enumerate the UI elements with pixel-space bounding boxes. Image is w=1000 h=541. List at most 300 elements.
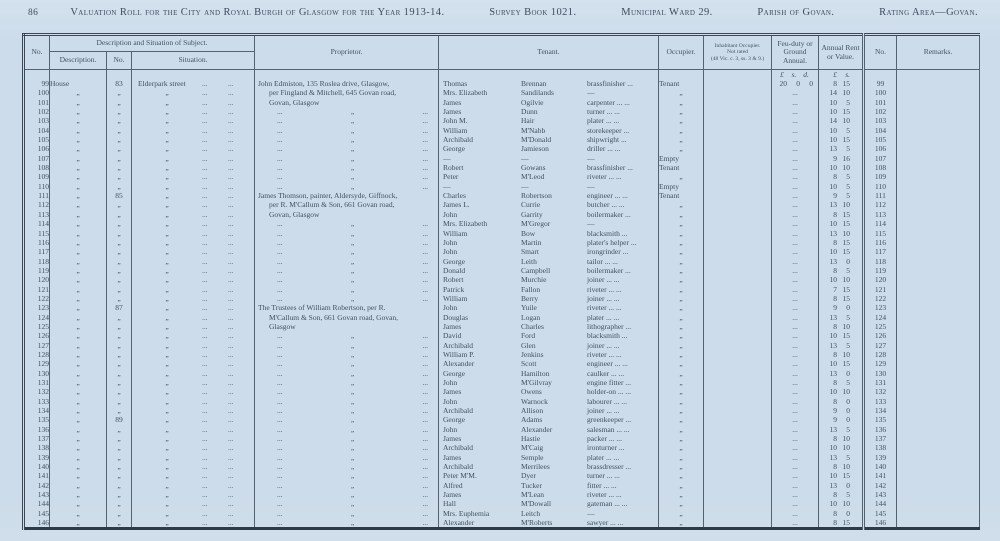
table-row (24, 247, 980, 256)
rent-shillings: 15 (842, 293, 850, 303)
rent-shillings: 0 (846, 396, 850, 406)
cell-subject-no: „ (107, 238, 132, 247)
cell-remarks (897, 210, 980, 219)
leader-dots: ... (202, 275, 208, 285)
cell-annual-rent (819, 313, 864, 322)
proprietor-ditto: „ (350, 228, 355, 238)
proprietor-ditto: „ (350, 256, 355, 266)
situation-text: „ (165, 480, 169, 490)
tenant-first-name: James (443, 321, 462, 331)
feu-units-cell (772, 70, 819, 80)
cell-feu-duty: ... (772, 481, 819, 490)
rent-pounds: 13 (829, 228, 837, 238)
municipal-ward-label: Municipal Ward 29. (621, 7, 713, 18)
tenant-first-name: Archibald (443, 443, 473, 453)
situation-text: „ (165, 359, 169, 369)
proprietor-ditto: ... (277, 378, 283, 387)
cell-remarks (897, 490, 980, 499)
rent-shillings: 10 (842, 163, 850, 173)
cell-subject-no: „ (107, 341, 132, 350)
proprietor-ditto: „ (350, 480, 355, 490)
cell-situation (132, 163, 255, 172)
cell-description: „ (50, 369, 107, 378)
cell-entry-no-right: 131 (864, 378, 897, 387)
cell-entry-no: 101 (24, 98, 50, 107)
leader-dots: ... (228, 406, 234, 416)
tenant-first-name: — (443, 181, 451, 191)
survey-book-label: Survey Book 1021. (489, 7, 577, 18)
cell-situation (132, 144, 255, 153)
proprietor-ditto: ... (277, 172, 283, 182)
cell-situation (132, 247, 255, 256)
cell-subject-no: „ (107, 126, 132, 135)
cell-feu-duty: ... (772, 471, 819, 480)
rent-shillings: 15 (842, 518, 850, 528)
cell-situation (132, 490, 255, 499)
leader-dots: ... (228, 359, 234, 369)
cell-description: „ (50, 135, 107, 144)
situation-text: „ (165, 237, 169, 247)
cell-description: „ (50, 229, 107, 238)
rent-pounds: 8 (833, 434, 837, 444)
cell-remarks (897, 481, 980, 490)
cell-entry-no: 102 (24, 107, 50, 116)
leader-dots: ... (228, 424, 234, 434)
cell-entry-no: 133 (24, 397, 50, 406)
tenant-occupation: engineer ... ... (587, 359, 628, 369)
cell-inhabitant-occupier (704, 387, 772, 396)
cell-feu-duty: ... (772, 415, 819, 424)
tenant-occupation: labourer ... ... (587, 396, 627, 406)
tenant-first-name: Peter (443, 172, 459, 182)
cell-entry-no-right: 137 (864, 434, 897, 443)
cell-entry-no-right: 111 (864, 191, 897, 200)
rent-pounds: 13 (829, 256, 837, 266)
situation-text: „ (165, 293, 169, 303)
tenant-occupation: turner ... ... (587, 471, 620, 481)
cell-situation (132, 518, 255, 529)
proprietor-ditto: ... (422, 163, 428, 173)
cell-situation (132, 425, 255, 434)
cell-proprietor (255, 107, 439, 116)
tenant-surname: M'Gregor (521, 219, 551, 229)
cell-tenant (439, 378, 659, 387)
cell-proprietor (255, 425, 439, 434)
tenant-surname: Jenkins (521, 349, 544, 359)
cell-entry-no-right: 133 (864, 397, 897, 406)
inhabitant-line1: Inhabitant Occupier. (714, 43, 761, 50)
leader-dots: ... (228, 228, 234, 238)
tenant-surname: Leith (521, 256, 537, 266)
cell-occupier: „ (659, 350, 704, 359)
situation-text: „ (165, 340, 169, 350)
inhabitant-line3: (48 Vic. c. 3, ss. 3 & 9.) (710, 55, 765, 62)
proprietor-ditto: „ (350, 135, 355, 145)
cell-remarks (897, 378, 980, 387)
cell-remarks (897, 434, 980, 443)
cell-entry-no-right: 122 (864, 294, 897, 303)
rent-shillings: 10 (842, 116, 850, 126)
cell-entry-no: 111 (24, 191, 50, 200)
proprietor-ditto: „ (350, 359, 355, 369)
cell-entry-no-right: 108 (864, 163, 897, 172)
leader-dots: ... (202, 163, 208, 173)
tenant-surname: Owens (521, 387, 542, 397)
cell-description: „ (50, 518, 107, 529)
cell-subject-no: „ (107, 172, 132, 181)
rent-pounds: 8 (833, 209, 837, 219)
rent-pounds: 8 (833, 462, 837, 472)
situation-text: „ (165, 88, 169, 98)
cell-occupier: „ (659, 462, 704, 471)
cell-feu-duty: ... (772, 172, 819, 181)
cell-proprietor (255, 135, 439, 144)
tenant-surname: Scott (521, 359, 537, 369)
table-row (24, 434, 980, 443)
rent-shillings: 5 (846, 191, 850, 201)
leader-dots: ... (202, 97, 208, 107)
cell-situation (132, 453, 255, 462)
cell-feu-duty: ... (772, 359, 819, 368)
rent-pounds: 8 (833, 172, 837, 182)
proprietor-ditto: ... (422, 452, 428, 462)
cell-inhabitant-occupier (704, 378, 772, 387)
cell-annual-rent (819, 434, 864, 443)
proprietor-ditto: „ (350, 340, 355, 350)
cell-entry-no-right: 99 (864, 79, 897, 88)
rent-shillings: 10 (842, 462, 850, 472)
cell-situation (132, 397, 255, 406)
table-row (24, 406, 980, 415)
cell-feu-duty: ... (772, 257, 819, 266)
cell-annual-rent (819, 387, 864, 396)
proprietor-ditto: ... (422, 378, 428, 387)
proprietor-ditto: ... (277, 349, 283, 359)
cell-entry-no: 120 (24, 275, 50, 284)
cell-tenant (439, 350, 659, 359)
tenant-occupation: fitter ... ... (587, 480, 617, 490)
tenant-surname: Currie (521, 200, 541, 210)
cell-tenant (439, 294, 659, 303)
cell-feu-duty: ... (772, 341, 819, 350)
cell-description: „ (50, 331, 107, 340)
situation-text: „ (165, 424, 169, 434)
proprietor-ditto: ... (422, 396, 428, 406)
cell-tenant (439, 191, 659, 200)
cell-proprietor (255, 266, 439, 275)
cell-inhabitant-occupier (704, 163, 772, 172)
header-description-group: Description and Situation of Subject. (50, 35, 255, 52)
table-body (24, 70, 980, 529)
cell-feu-duty: ... (772, 247, 819, 256)
situation-text: „ (165, 321, 169, 331)
cell-remarks (897, 415, 980, 424)
cell-situation (132, 200, 255, 209)
cell-tenant (439, 434, 659, 443)
cell-subject-no: „ (107, 462, 132, 471)
proprietor-ditto: ... (422, 135, 428, 145)
cell-feu-duty: ... (772, 116, 819, 125)
cell-description: „ (50, 116, 107, 125)
cell-occupier: „ (659, 219, 704, 228)
cell-entry-no: 115 (24, 229, 50, 238)
cell-remarks (897, 238, 980, 247)
proprietor-ditto: ... (277, 359, 283, 369)
cell-subject-no: „ (107, 518, 132, 529)
tenant-occupation: engine fitter ... (587, 378, 631, 387)
rent-pounds: 10 (829, 471, 837, 481)
cell-remarks (897, 499, 980, 508)
cell-subject-no: „ (107, 98, 132, 107)
leader-dots: ... (228, 125, 234, 135)
table-row (24, 303, 980, 312)
proprietor-ditto: ... (277, 368, 283, 378)
table-row (24, 397, 980, 406)
page-number: 86 (28, 8, 39, 18)
cell-situation (132, 350, 255, 359)
tenant-occupation: sawyer ... ... (587, 518, 624, 528)
cell-description: „ (50, 275, 107, 284)
cell-annual-rent (819, 518, 864, 529)
proprietor-ditto: „ (350, 424, 355, 434)
cell-feu-duty: ... (772, 154, 819, 163)
rent-shillings: 10 (842, 321, 850, 331)
cell-inhabitant-occupier (704, 303, 772, 312)
cell-entry-no: 124 (24, 313, 50, 322)
cell-proprietor (255, 397, 439, 406)
cell-entry-no-right: 106 (864, 144, 897, 153)
cell-remarks (897, 359, 980, 368)
cell-entry-no-right: 105 (864, 135, 897, 144)
units-row (24, 70, 980, 80)
tenant-occupation: engineer ... ... (587, 191, 628, 201)
tenant-surname: Jamieson (521, 144, 549, 154)
rent-pounds: 8 (833, 265, 837, 275)
tenant-occupation: caulker ... ... (587, 368, 625, 378)
cell-proprietor (255, 443, 439, 452)
parish-label: Parish of Govan. (757, 7, 835, 18)
cell-remarks (897, 200, 980, 209)
proprietor-ditto: ... (277, 490, 283, 500)
cell-annual-rent (819, 378, 864, 387)
rent-pounds: 7 (833, 284, 837, 294)
cell-occupier: „ (659, 210, 704, 219)
tenant-first-name: Patrick (443, 284, 465, 294)
tenant-occupation: irongrinder ... (587, 247, 629, 257)
cell-description: „ (50, 210, 107, 219)
cell-remarks (897, 406, 980, 415)
rent-shillings: 10 (842, 499, 850, 509)
tenant-occupation: ironturner ... (587, 443, 625, 453)
table-row (24, 331, 980, 340)
cell-entry-no-right: 138 (864, 443, 897, 452)
cell-entry-no: 125 (24, 322, 50, 331)
rent-pounds: 10 (829, 163, 837, 173)
cell-entry-no-right: 104 (864, 126, 897, 135)
cell-inhabitant-occupier (704, 350, 772, 359)
cell-proprietor (255, 172, 439, 181)
cell-proprietor (255, 499, 439, 508)
proprietor-ditto: ... (422, 424, 428, 434)
cell-proprietor (255, 98, 439, 107)
proprietor-text: The Trustees of William Robertson, per R. (258, 303, 386, 313)
proprietor-ditto: ... (277, 153, 283, 163)
leader-dots: ... (228, 303, 234, 313)
rent-pounds: 10 (829, 135, 837, 145)
tenant-first-name: George (443, 144, 465, 154)
tenant-first-name: George (443, 415, 465, 425)
cell-tenant (439, 98, 659, 107)
cell-remarks (897, 247, 980, 256)
proprietor-ditto: ... (277, 499, 283, 509)
table-row (24, 425, 980, 434)
cell-annual-rent (819, 266, 864, 275)
cell-inhabitant-occupier (704, 294, 772, 303)
cell-proprietor (255, 378, 439, 387)
cell-subject-no: „ (107, 425, 132, 434)
cell-occupier: „ (659, 116, 704, 125)
proprietor-ditto: „ (350, 125, 355, 135)
leader-dots: ... (202, 265, 208, 275)
cell-tenant (439, 266, 659, 275)
cell-entry-no: 126 (24, 331, 50, 340)
cell-subject-no: „ (107, 443, 132, 452)
cell-tenant (439, 443, 659, 452)
cell-entry-no: 116 (24, 238, 50, 247)
cell-proprietor (255, 303, 439, 312)
cell-feu-duty: ... (772, 490, 819, 499)
leader-dots: ... (228, 172, 234, 182)
cell-inhabitant-occupier (704, 275, 772, 284)
leader-dots: ... (228, 508, 234, 518)
proprietor-ditto: ... (422, 499, 428, 509)
header-sub-no: No. (107, 52, 132, 70)
cell-subject-no: „ (107, 313, 132, 322)
leader-dots: ... (202, 256, 208, 266)
tenant-surname: Garrity (521, 209, 543, 219)
cell-subject-no: „ (107, 266, 132, 275)
cell-feu-duty: ... (772, 518, 819, 529)
table-row (24, 144, 980, 153)
cell-tenant (439, 229, 659, 238)
leader-dots: ... (202, 443, 208, 453)
cell-entry-no: 136 (24, 425, 50, 434)
cell-inhabitant-occupier (704, 285, 772, 294)
cell-proprietor (255, 182, 439, 191)
cell-entry-no-right: 140 (864, 462, 897, 471)
rent-shillings: 5 (846, 452, 850, 462)
rent-pounds: 9 (833, 153, 837, 163)
situation-text: „ (165, 490, 169, 500)
table-row (24, 341, 980, 350)
proprietor-ditto: „ (350, 284, 355, 294)
proprietor-ditto: ... (422, 144, 428, 154)
rent-shillings: 0 (846, 256, 850, 266)
cell-description: „ (50, 387, 107, 396)
cell-occupier: „ (659, 294, 704, 303)
proprietor-ditto: ... (277, 265, 283, 275)
proprietor-ditto: ... (422, 349, 428, 359)
cell-situation (132, 313, 255, 322)
cell-entry-no-right: 141 (864, 471, 897, 480)
header-description: Description. (50, 52, 107, 70)
cell-entry-no: 117 (24, 247, 50, 256)
cell-remarks (897, 116, 980, 125)
cell-occupier: „ (659, 126, 704, 135)
rent-pounds: 8 (833, 321, 837, 331)
cell-tenant (439, 116, 659, 125)
leader-dots: ... (202, 508, 208, 518)
cell-inhabitant-occupier (704, 415, 772, 424)
rent-pounds: 13 (829, 340, 837, 350)
cell-tenant (439, 425, 659, 434)
tenant-first-name: George (443, 368, 465, 378)
tenant-surname: Leitch (521, 508, 541, 518)
cell-proprietor (255, 406, 439, 415)
tenant-occupation: blacksmith ... (587, 331, 628, 341)
leader-dots: ... (202, 359, 208, 369)
cell-entry-no: 108 (24, 163, 50, 172)
proprietor-ditto: ... (277, 518, 283, 528)
rent-shillings: 10 (842, 443, 850, 453)
cell-annual-rent (819, 154, 864, 163)
cell-description: „ (50, 219, 107, 228)
cell-subject-no: „ (107, 88, 132, 97)
cell-entry-no-right: 115 (864, 229, 897, 238)
cell-inhabitant-occupier (704, 453, 772, 462)
cell-inhabitant-occupier (704, 79, 772, 88)
leader-dots: ... (228, 181, 234, 191)
tenant-occupation: butcher ... ... (587, 200, 625, 210)
cell-situation (132, 88, 255, 97)
cell-annual-rent (819, 98, 864, 107)
tenant-occupation: riveter ... ... (587, 303, 622, 313)
cell-tenant (439, 285, 659, 294)
cell-annual-rent (819, 210, 864, 219)
tenant-first-name: Archibald (443, 135, 473, 145)
cell-proprietor (255, 434, 439, 443)
cell-feu-duty: ... (772, 219, 819, 228)
cell-description: „ (50, 294, 107, 303)
proprietor-ditto: ... (422, 480, 428, 490)
cell-feu-duty: ... (772, 163, 819, 172)
cell-remarks (897, 182, 980, 191)
cell-situation (132, 98, 255, 107)
table-header (24, 35, 980, 70)
cell-occupier: „ (659, 266, 704, 275)
leader-dots: ... (228, 452, 234, 462)
cell-proprietor (255, 341, 439, 350)
tenant-first-name: John (443, 209, 458, 219)
proprietor-ditto: ... (422, 284, 428, 294)
table-row (24, 462, 980, 471)
cell-description: „ (50, 303, 107, 312)
cell-feu-duty: ... (772, 266, 819, 275)
rent-pounds: 9 (833, 406, 837, 416)
cell-subject-no: „ (107, 247, 132, 256)
cell-remarks (897, 443, 980, 452)
tenant-first-name: William (443, 125, 468, 135)
cell-situation (132, 322, 255, 331)
cell-entry-no: 135 (24, 415, 50, 424)
cell-occupier: „ (659, 88, 704, 97)
rent-shillings: 10 (842, 434, 850, 444)
cell-occupier: „ (659, 331, 704, 340)
rent-shillings: 5 (846, 97, 850, 107)
leader-dots: ... (228, 209, 234, 219)
cell-tenant (439, 144, 659, 153)
cell-description: „ (50, 266, 107, 275)
